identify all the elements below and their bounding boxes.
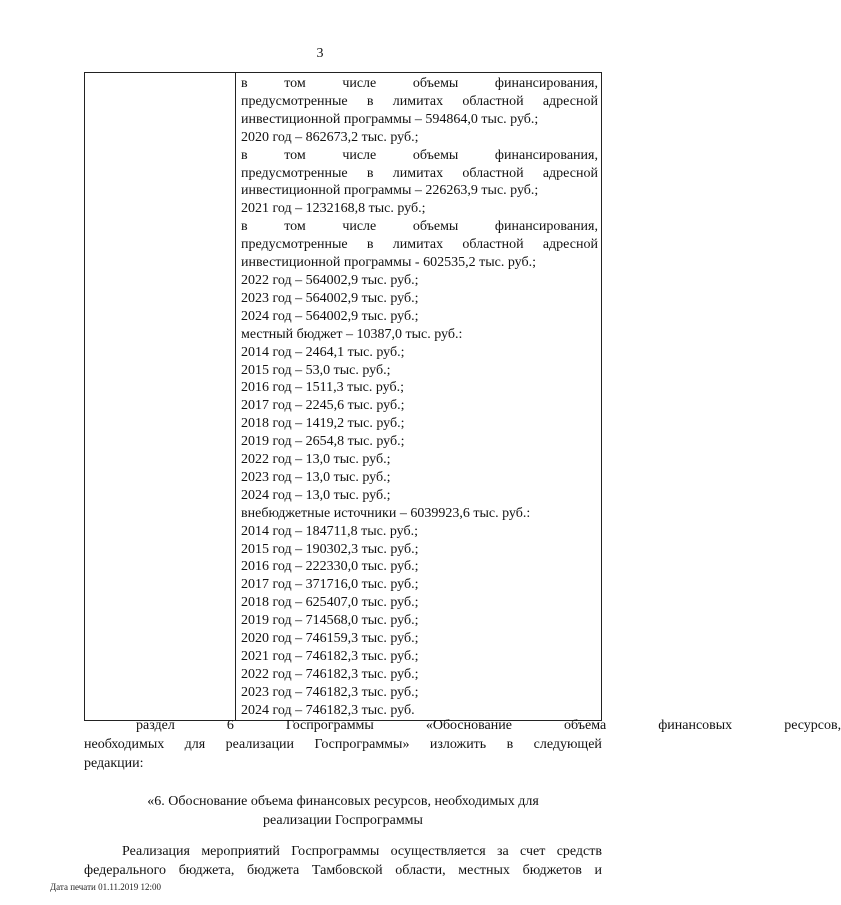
table-line: 2015 год – 190302,3 тыс. руб.;: [241, 541, 419, 557]
word: за: [496, 844, 509, 859]
table-line: инвестиционной программы – 226263,9 тыс. руб.;: [241, 183, 539, 199]
table-line: инвестиционной программы – 594864,0 тыс. руб.;: [241, 111, 539, 127]
section-heading-line: «6. Обоснование объема финансовых ресурсов, необходимых для: [147, 794, 539, 809]
word: федерального: [84, 863, 167, 878]
table-line: 2022 год – 564002,9 тыс. руб.;: [241, 272, 419, 288]
word: финансирования,: [494, 219, 598, 235]
word: в: [366, 165, 374, 181]
intro-paragraph: [84, 716, 841, 773]
word: Госпрограммы: [291, 844, 380, 859]
word: мероприятий: [201, 844, 280, 859]
word: Госпрограммы: [285, 718, 374, 733]
word: лимитах: [392, 93, 444, 109]
table-line: 2018 год – 625407,0 тыс. руб.;: [241, 595, 419, 611]
word: для: [184, 737, 206, 752]
body-paragraph: [84, 842, 602, 880]
table-left-cell: [85, 73, 236, 721]
word: числе: [342, 76, 377, 91]
word: том: [284, 219, 306, 235]
word: следующей: [533, 737, 602, 752]
financing-lines: [241, 272, 601, 720]
table-line: 2024 год – 13,0 тыс. руб.;: [241, 487, 391, 503]
word: в: [366, 237, 374, 253]
word: и: [594, 863, 602, 878]
justified-line: [241, 218, 598, 236]
word: адресной: [542, 165, 598, 181]
table-line: 2023 год – 13,0 тыс. руб.;: [241, 469, 391, 485]
table-right-cell: [236, 73, 602, 721]
intro-line: [84, 716, 841, 735]
table-line: 2020 год – 862673,2 тыс. руб.;: [241, 129, 419, 145]
word: в: [506, 737, 514, 752]
table-line: 2020 год – 746159,3 тыс. руб.;: [241, 631, 419, 647]
word: изложить: [429, 737, 487, 752]
word: финансирования,: [494, 76, 598, 91]
table-line: 2014 год – 184711,8 тыс. руб.;: [241, 523, 418, 539]
word: реализации: [225, 737, 295, 752]
word: Госпрограммы»: [314, 737, 410, 752]
intro-line: [84, 735, 602, 754]
word: лимитах: [392, 237, 444, 253]
word: объемы: [412, 147, 459, 163]
table-line: 2023 год – 746182,3 тыс. руб.;: [241, 684, 419, 700]
word: числе: [342, 219, 377, 235]
investment-note-block: [241, 218, 601, 272]
table-line: 2019 год – 2654,8 тыс. руб.;: [241, 434, 405, 450]
table-line: 2017 год – 2245,6 тыс. руб.;: [241, 398, 405, 414]
table-line: 2022 год – 746182,3 тыс. руб.;: [241, 666, 419, 682]
justified-line: [241, 147, 598, 165]
word: осуществляется: [390, 844, 486, 859]
word: объемы: [412, 76, 459, 91]
table-line: 2015 год – 53,0 тыс. руб.;: [241, 362, 391, 378]
table-line: 2024 год – 564002,9 тыс. руб.;: [241, 308, 419, 324]
word: области,: [395, 863, 446, 878]
word: счет: [520, 844, 546, 859]
table-line: 2018 год – 1419,2 тыс. руб.;: [241, 416, 405, 432]
table-line: 2017 год – 371716,0 тыс. руб.;: [241, 577, 419, 593]
word: 6: [226, 718, 234, 733]
table-line: 2022 год – 13,0 тыс. руб.;: [241, 452, 391, 468]
word: областной: [462, 165, 524, 181]
word: финансовых: [658, 718, 733, 733]
word: адресной: [542, 93, 598, 109]
justified-line: [241, 75, 598, 93]
word: раздел: [136, 718, 175, 733]
word: том: [284, 147, 306, 163]
print-date: Дата печати 01.11.2019 12:00: [50, 882, 161, 892]
body-line: [84, 861, 602, 880]
word: в: [241, 76, 248, 91]
justified-line: [241, 93, 598, 111]
intro-line: редакции:: [84, 756, 144, 771]
word: адресной: [542, 237, 598, 253]
word: Реализация: [122, 844, 190, 859]
table-line: 2024 год – 746182,3 тыс. руб.: [241, 702, 415, 718]
section-heading: [84, 792, 602, 830]
word: областной: [462, 93, 524, 109]
table-line: 2023 год – 564002,9 тыс. руб.;: [241, 290, 419, 306]
word: средств: [556, 844, 602, 859]
word: предусмотренные: [241, 93, 348, 109]
body-line: [84, 842, 602, 861]
word: «Обоснование: [425, 718, 512, 733]
investment-note-block: [241, 75, 601, 129]
word: предусмотренные: [241, 165, 348, 181]
word: необходимых: [84, 737, 165, 752]
justified-line: [241, 236, 598, 254]
page-number: 3: [316, 46, 324, 61]
word: Тамбовской: [311, 863, 383, 878]
word: объемы: [412, 219, 459, 235]
word: финансирования,: [494, 147, 598, 163]
table-line: 2021 год – 746182,3 тыс. руб.;: [241, 649, 419, 664]
financing-table: [84, 72, 602, 721]
word: в: [241, 219, 248, 235]
table-line: 2016 год – 222330,0 тыс. руб.;: [241, 559, 419, 575]
word: числе: [342, 147, 377, 163]
word: предусмотренные: [241, 237, 348, 253]
word: объема: [563, 718, 607, 733]
word: областной: [462, 237, 524, 253]
table-line: 2016 год – 1511,3 тыс. руб.;: [241, 380, 404, 396]
table-line: 2021 год – 1232168,8 тыс. руб.;: [241, 201, 426, 217]
word: том: [284, 76, 306, 91]
word: бюджета,: [178, 863, 235, 878]
investment-note-block: [241, 147, 601, 201]
word: местных: [458, 863, 510, 878]
table-line: местный бюджет – 10387,0 тыс. руб.:: [241, 326, 463, 342]
word: бюджета: [247, 863, 300, 878]
table-line: 2014 год – 2464,1 тыс. руб.;: [241, 344, 405, 360]
table-line: 2019 год – 714568,0 тыс. руб.;: [241, 613, 419, 629]
word: в: [366, 93, 374, 109]
table-line: инвестиционной программы - 602535,2 тыс. руб.;: [241, 255, 536, 271]
justified-line: [241, 165, 598, 183]
word: лимитах: [392, 165, 444, 181]
word: бюджетов: [522, 863, 582, 878]
table-line: внебюджетные источники – 6039923,6 тыс. руб.:: [241, 505, 531, 521]
section-heading-line: реализации Госпрограммы: [263, 813, 423, 828]
word: ресурсов,: [784, 718, 841, 733]
word: в: [241, 147, 248, 163]
